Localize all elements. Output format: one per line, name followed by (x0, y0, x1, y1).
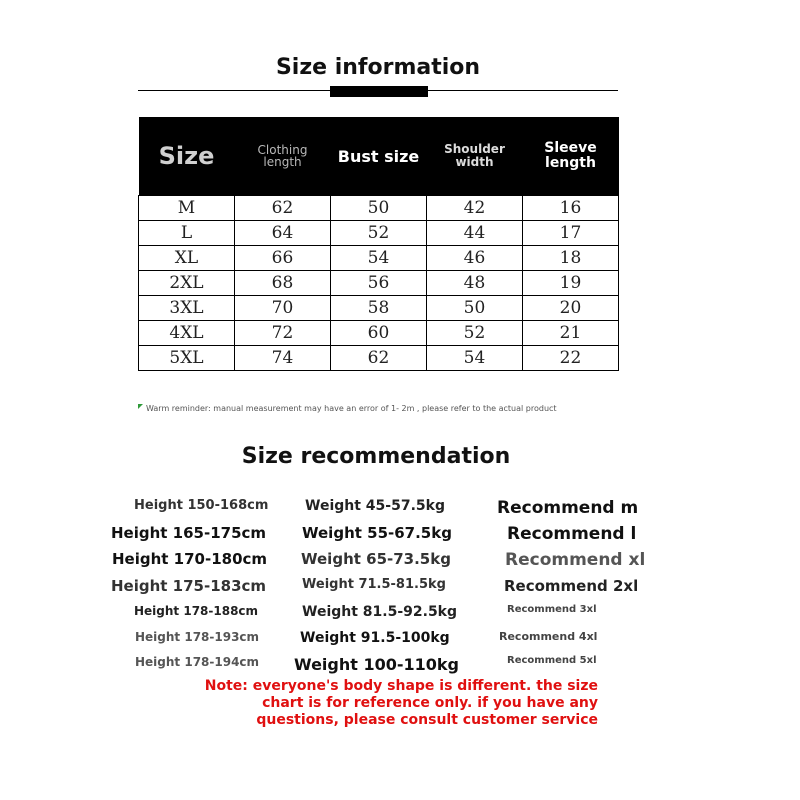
rec-size: Recommend 2xl (504, 577, 639, 595)
header-clothing-length-line1: Clothing (257, 143, 308, 157)
recommendation-row (0, 524, 800, 548)
rec-size: Recommend m (497, 498, 639, 518)
cell-size: M (139, 196, 235, 221)
recommendation-row (0, 577, 800, 601)
table-row (139, 271, 619, 296)
cell-shoulder-width: 50 (427, 296, 523, 321)
header-bust-size: Bust size (331, 117, 427, 196)
size-note (200, 678, 598, 729)
rec-weight: Weight 81.5-92.5kg (302, 604, 458, 620)
table-row (139, 321, 619, 346)
size-table-header (139, 117, 619, 196)
rec-size: Recommend 3xl (507, 604, 597, 615)
cell-clothing-length: 64 (235, 221, 331, 246)
cell-bust-size: 58 (331, 296, 427, 321)
size-table (138, 117, 619, 371)
header-shoulder-width-line2: width (455, 155, 494, 169)
table-row (139, 196, 619, 221)
table-row (139, 346, 619, 371)
cell-bust-size: 54 (331, 246, 427, 271)
cell-clothing-length: 68 (235, 271, 331, 296)
cell-clothing-length: 62 (235, 196, 331, 221)
header-size: Size (139, 117, 235, 196)
header-shoulder-width (427, 117, 523, 196)
cell-sleeve-length: 21 (523, 321, 619, 346)
cell-clothing-length: 72 (235, 321, 331, 346)
cell-clothing-length: 66 (235, 246, 331, 271)
rec-height: Height 178-194cm (135, 655, 260, 669)
cell-bust-size: 52 (331, 221, 427, 246)
flag-icon (138, 404, 143, 409)
rec-height: Height 175-183cm (111, 577, 267, 595)
rec-height: Height 165-175cm (111, 524, 267, 542)
header-sleeve-length (523, 117, 619, 196)
cell-sleeve-length: 20 (523, 296, 619, 321)
rec-weight: Weight 91.5-100kg (300, 630, 450, 646)
cell-sleeve-length: 19 (523, 271, 619, 296)
reminder-text: Warm reminder: manual measurement may have an error of 1- 2m , please refer to the actual product (146, 404, 557, 413)
table-row (139, 221, 619, 246)
cell-size: 5XL (139, 346, 235, 371)
cell-shoulder-width: 42 (427, 196, 523, 221)
rec-height: Height 178-188cm (134, 604, 259, 618)
recommendation-row (0, 550, 800, 574)
recommendation-row (0, 498, 800, 522)
note-line-1: Note: everyone's body shape is different. the size (204, 678, 598, 694)
cell-size: 4XL (139, 321, 235, 346)
rec-size: Recommend 5xl (507, 655, 597, 666)
recommendation-row (0, 655, 800, 679)
cell-size: 3XL (139, 296, 235, 321)
cell-bust-size: 56 (331, 271, 427, 296)
rec-size: Recommend xl (505, 550, 646, 570)
recommendation-row (0, 604, 800, 628)
cell-sleeve-length: 22 (523, 346, 619, 371)
table-row (139, 246, 619, 271)
page-title: Size information (275, 55, 481, 80)
cell-bust-size: 62 (331, 346, 427, 371)
cell-shoulder-width: 48 (427, 271, 523, 296)
measurement-reminder (138, 404, 557, 413)
cell-bust-size: 60 (331, 321, 427, 346)
rec-size: Recommend 4xl (499, 630, 598, 643)
rec-height: Height 150-168cm (134, 498, 269, 513)
rec-weight: Weight 45-57.5kg (305, 498, 445, 514)
rec-height: Height 170-180cm (112, 550, 268, 568)
cell-shoulder-width: 46 (427, 246, 523, 271)
header-sleeve-length-line2: length (545, 155, 596, 171)
cell-sleeve-length: 18 (523, 246, 619, 271)
cell-sleeve-length: 17 (523, 221, 619, 246)
table-row (139, 296, 619, 321)
cell-clothing-length: 70 (235, 296, 331, 321)
recommendation-title: Size recommendation (241, 444, 511, 469)
cell-sleeve-length: 16 (523, 196, 619, 221)
cell-size: L (139, 221, 235, 246)
header-shoulder-width-line1: Shoulder (444, 142, 505, 156)
cell-shoulder-width: 54 (427, 346, 523, 371)
cell-clothing-length: 74 (235, 346, 331, 371)
rec-weight: Weight 55-67.5kg (302, 524, 452, 542)
cell-size: XL (139, 246, 235, 271)
cell-shoulder-width: 44 (427, 221, 523, 246)
note-line-2: chart is for reference only. if you have any (262, 695, 598, 711)
note-line-3: questions, please consult customer service (256, 712, 598, 728)
recommendation-row (0, 630, 800, 654)
cell-bust-size: 50 (331, 196, 427, 221)
rec-size: Recommend l (507, 524, 637, 544)
rec-height: Height 178-193cm (135, 630, 260, 644)
rec-weight: Weight 71.5-81.5kg (302, 577, 446, 592)
title-underline-bar (330, 86, 428, 97)
rec-weight: Weight 65-73.5kg (301, 550, 451, 568)
header-clothing-length-line2: length (263, 155, 302, 169)
cell-size: 2XL (139, 271, 235, 296)
rec-weight: Weight 100-110kg (294, 655, 460, 674)
header-sleeve-length-line1: Sleeve (544, 140, 597, 156)
header-clothing-length (235, 117, 331, 196)
cell-shoulder-width: 52 (427, 321, 523, 346)
